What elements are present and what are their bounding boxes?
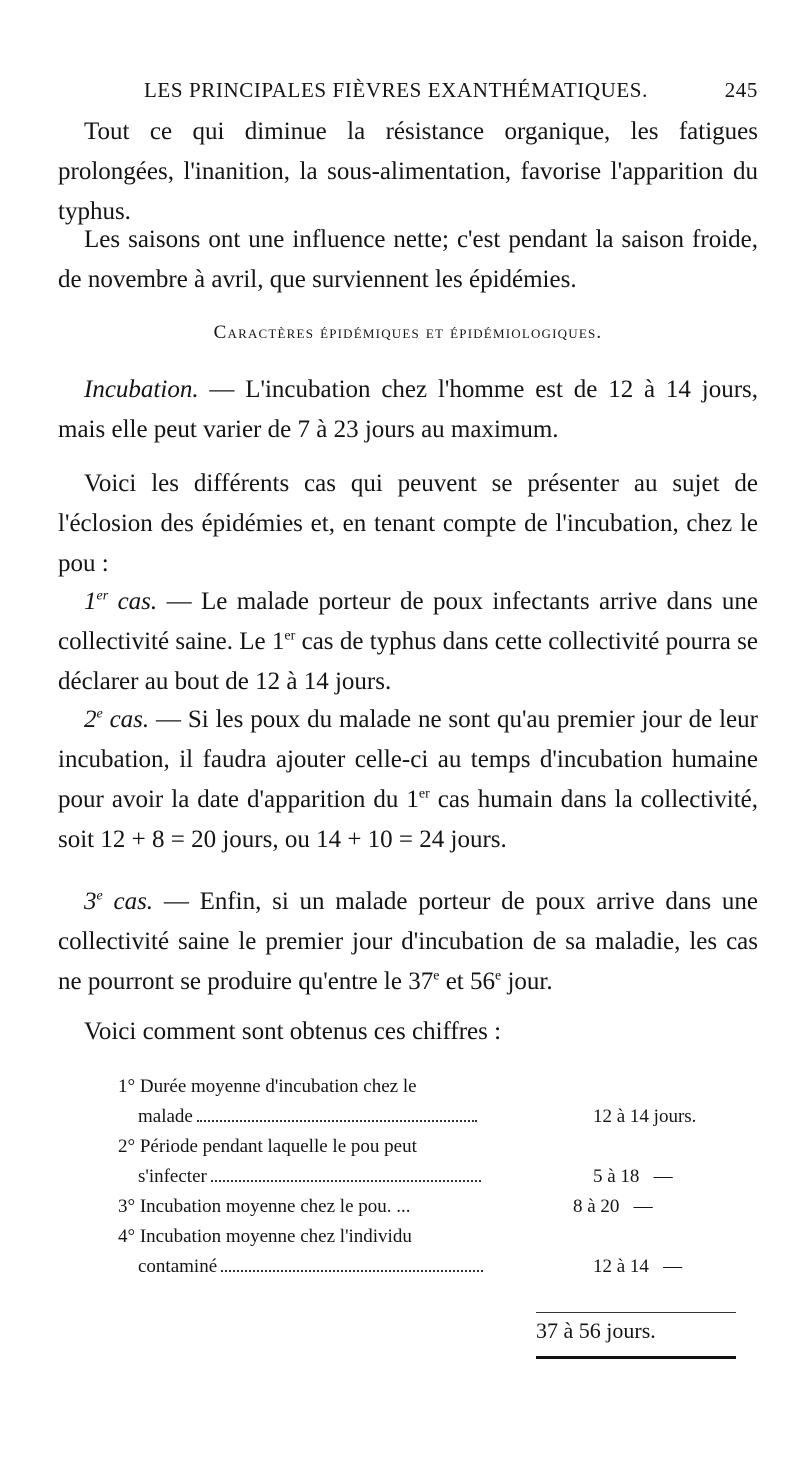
paragraph-resistance: Tout ce qui diminue la résistance organique, les fatigues prolongées, l'inanition, la sous-alimentation, favorise l'apparition du typhus.: [58, 118, 758, 225]
row-1-line-1: 1° Durée moyenne d'incubation chez le: [118, 1076, 417, 1097]
paragraph-cases-intro: Voici les différents cas qui peuvent se présenter au sujet de l'éclosion des épidémies et, en tenant compte de l'incubation, chez le pou :: [58, 470, 758, 577]
dot-leader: [211, 1180, 481, 1182]
page-number: 245: [724, 78, 758, 102]
table-row: [118, 1072, 748, 1102]
case-2-number: 2: [84, 706, 97, 733]
row-4-line-1: 4° Incubation moyenne chez l'individu: [118, 1226, 412, 1247]
table-row: [118, 1252, 748, 1282]
case-3-sup-b: e: [433, 968, 440, 984]
case-1-text-a: — Le malade porteur de poux infectants arrive dans une collectivité saine. Le 1: [58, 588, 759, 655]
row-2-value: 5 à 18 —: [593, 1166, 673, 1187]
row-1-label: malade: [138, 1106, 193, 1127]
case-3-number: 3: [84, 888, 97, 915]
case-1-text-b: cas de typhus dans cette collectivité pourra se déclarer au bout de 12 à 14 jours.: [58, 628, 758, 695]
case-3-text-c: jour.: [501, 968, 553, 995]
incubation-text: — L'incubation chez l'homme est de 12 à 14 jours, mais elle peut varier de 7 à 23 jours au maximum.: [58, 376, 758, 443]
case-1-lead: cas.: [108, 588, 158, 615]
row-2-line-1: 2° Période pendant laquelle le pou peut: [118, 1136, 417, 1157]
sum-rule: [536, 1312, 736, 1313]
row-2-label: s'infecter: [138, 1166, 207, 1187]
table-total: 37 à 56 jours.: [536, 1318, 656, 1343]
row-3-label: 3° Incubation moyenne chez le pou. ...: [118, 1196, 411, 1217]
case-2-sup: e: [96, 706, 103, 722]
paragraph-case-2: [58, 700, 758, 860]
row-2-line-2: [118, 1162, 583, 1192]
paragraph-figures-intro: Voici comment sont obtenus ces chiffres :: [84, 1018, 502, 1045]
row-4-value: 12 à 14 —: [593, 1256, 683, 1277]
case-1-sup: er: [96, 588, 109, 604]
row-1-line-2: [118, 1102, 583, 1132]
case-2-sup-b: er: [418, 786, 430, 802]
case-3-text-b: et 56: [439, 968, 495, 995]
section-title: Caractères épidémiques et épidémiologiques.: [213, 322, 603, 343]
paragraph-case-1: [58, 582, 758, 702]
table-row: [118, 1102, 748, 1132]
row-3-value: 8 à 20 —: [573, 1196, 653, 1217]
table-row: [118, 1162, 748, 1192]
case-2-lead: cas.: [102, 706, 150, 733]
case-1-sup-b: er: [284, 628, 296, 644]
paragraph-seasons: Les saisons ont une influence nette; c'est pendant la saison froide, de novembre à avril, que surviennent les épidémies.: [58, 226, 758, 293]
row-4-label: contaminé: [138, 1256, 218, 1277]
row-1-value: 12 à 14 jours.: [593, 1106, 697, 1127]
paragraph-incubation: [58, 370, 758, 450]
case-1-number: 1: [84, 588, 97, 615]
case-3-lead: cas.: [102, 888, 154, 915]
row-4-line-2: [118, 1252, 583, 1282]
case-2-text-a: — Si les poux du malade ne sont qu'au premier jour de leur incubation, il faudra ajouter celle-ci au temps d'incubation humaine pour avoir la date d'apparition du 1: [58, 706, 758, 813]
case-2-text-b: cas humain dans la collectivité, soit 12 + 8 = 20 jours, ou 14 + 10 = 24 jours.: [58, 786, 758, 853]
case-3-sup: e: [96, 888, 103, 904]
dot-leader: [197, 1120, 477, 1122]
case-3-sup-c: e: [495, 968, 502, 984]
paragraph-case-3: [58, 882, 758, 1002]
incubation-lead: Incubation.: [84, 376, 199, 403]
incubation-table: [118, 1072, 748, 1282]
running-header: [144, 78, 758, 103]
header-title: LES PRINCIPALES FIÈVRES EXANTHÉMATIQUES.: [144, 78, 648, 102]
document-page: [58, 0, 758, 1476]
closing-rule: [536, 1356, 736, 1359]
table-row: [118, 1192, 748, 1222]
case-3-text-a: — Enfin, si un malade porteur de poux arrive dans une collectivité saine le premier jour d'incubation de sa maladie, les cas ne pourront se produire qu'entre le 37: [58, 888, 759, 995]
dot-leader: [221, 1270, 483, 1272]
table-row: [118, 1132, 748, 1162]
table-row: [118, 1222, 748, 1252]
